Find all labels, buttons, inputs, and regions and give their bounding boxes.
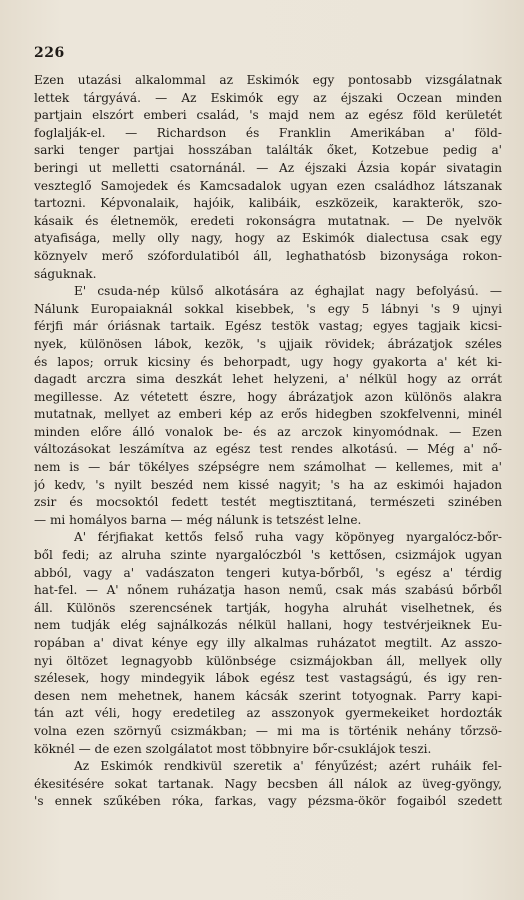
text-line: jó kedv, 's nyilt beszéd nem kissé nagyit; 's ha az eskimói hajadon: [34, 477, 502, 492]
text-line: áll. Különös szerencsének tartják, hogyha alruhát viselhetnek, és: [34, 600, 502, 615]
text-line: ből fedi; az alruha szinte nyargalóczból 's kettősen, csizmájok ugyan: [34, 548, 502, 563]
text-line: férjfi már óriásnak tartaik. Egész testök vastag; egyes tagjaik kicsi-: [34, 319, 502, 334]
text-line: tán azt véli, hogy eredetileg az asszonyok gyermekeiket hordozták: [34, 706, 502, 721]
paragraph: [34, 758, 502, 811]
text-line: köknél — de ezen szolgálatot most többnyire bőr-csuklájok teszi.: [34, 741, 432, 756]
text-line: tartozni. Képvonalaik, hajóik, kalibáik, eszközeik, karakterök, szo-: [34, 196, 502, 211]
text-line: változásokat leszámítva az egész test rendes alkotású. — Még a' nő-: [34, 442, 502, 457]
text-line: köznyelv merő szófordulatiból áll, leghathatósb bizonysága rokon-: [34, 248, 502, 263]
text-line: ékesitésére sokat tartanak. Nagy becsben áll nálok az üveg-gyöngy,: [34, 776, 502, 791]
paragraph: [34, 72, 502, 283]
paragraph: [34, 283, 502, 529]
text-line: ságuknak.: [34, 266, 97, 281]
text-line: nem is — bár tökélyes szépségre nem számolhat — kellemes, mit a': [34, 460, 502, 475]
text-line: minden előre álló vonalok be- és az arczok kinyomódnak. — Ezen: [34, 424, 502, 439]
text-line: mutatnak, mellyet az emberi kép az erős hidegben szokfelvenni, minél: [34, 407, 502, 422]
text-line: kásaik és életnemök, eredeti rokonságra mutatnak. — De nyelvök: [34, 213, 502, 228]
text-line: Ezen utazási alkalommal az Eskimók egy pontosabb vizsgálatnak: [34, 73, 502, 87]
text-line: E' csuda-nép külső alkotására az éghajlat nagy befolyású. —: [74, 284, 502, 299]
text-line: abból, vagy a' vadászaton tengeri kutya-bőrből, 's egész a' térdig: [34, 565, 502, 580]
text-line: nyek, különösen lábok, kezök, 's ujjaik rövidek; ábrázatjok széles: [34, 336, 502, 351]
text-line: ropában a' divat kénye egy illy alkalmas ruházatot megtilt. Az asszo-: [34, 636, 502, 650]
text-line: szélesek, hogy mindegyik lábok egész test vastagságú, és igy ren-: [34, 671, 502, 686]
text-line: zsir és mocsoktól fedett testét megtisztitaná, természeti szinében: [34, 495, 502, 510]
text-line: atyafisága, melly olly nagy, hogy az Eskimók dialectusa csak egy: [34, 231, 502, 246]
text-line: desen nem mehetnek, hanem kácsák szerint totyognak. Parry kapi-: [34, 688, 502, 703]
paragraph: [34, 529, 502, 758]
text-line: 's ennek szűkében róka, farkas, vagy pézsma-ökör fogaiból szedett: [34, 794, 502, 809]
text-line: megillesse. Az vétetett észre, hogy ábrázatjok azon különös alakra: [34, 389, 502, 404]
text-line: A' férjfiakat kettős felső ruha vagy köpönyeg nyargalócz-bőr-: [74, 530, 502, 545]
text-line: lettek tárgyává. — Az Eskimók egy az éjszaki Oczean minden: [34, 90, 502, 105]
text-line: hat-fel. — A' nőnem ruházatja hason nemű, csak más szabású bőrből: [34, 583, 502, 598]
text-line: és lapos; orruk kicsiny és behorpadt, ugy hogy gyakorta a' két ki-: [34, 354, 502, 369]
text-line: veszteglő Samojedek és Kamcsadalok ugyan ezen családhoz látszanak: [34, 178, 502, 193]
text-line: nyi öltözet legnagyobb különbsége csizmájokban áll, mellyek olly: [34, 653, 502, 668]
text-line: sarki tenger partjai hosszában találták őket, Kotzebue pedig a': [34, 143, 502, 158]
text-line: Nálunk Europaiaknál sokkal kisebbek, 's egy 5 lábnyi 's 9 ujnyi: [34, 301, 502, 316]
text-line: dagadt arczra sima deszkát lehet helyzeni, a' nélkül hogy az orrát: [34, 372, 502, 387]
page-number: 226: [34, 45, 65, 61]
text-line: volna ezen szörnyű csizmákban; — mi ma is történik nehány tőrzsö-: [34, 723, 502, 738]
text-line: partjain elszórt emberi család, 's majd nem az egész föld kerületét: [34, 108, 502, 123]
text-line: beringi ut melletti csatornánál. — Az éjszaki Ázsia kopár sivatagin: [34, 160, 502, 175]
text-line: nem tudják elég sajnálkozás nélkül hallani, hogy testvérjeiknek Eu-: [34, 618, 502, 633]
text-line: foglalják-el. — Richardson és Franklin Amerikában a' föld-: [34, 125, 502, 140]
text-line: Az Eskimók rendkivül szeretik a' fényűzést; azért ruháik fel-: [74, 759, 502, 774]
text-line: — mi homályos barna — még nálunk is tetszést lelne.: [34, 512, 362, 527]
body-text: [34, 72, 502, 811]
